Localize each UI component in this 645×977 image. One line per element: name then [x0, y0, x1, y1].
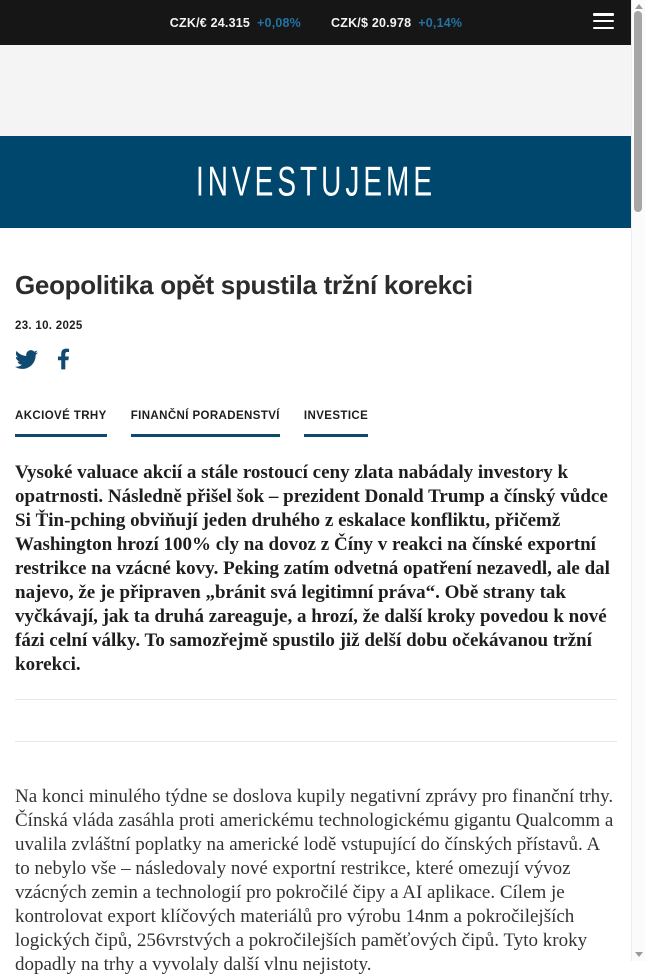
top-bar — [0, 0, 632, 45]
twitter-icon[interactable] — [15, 348, 38, 371]
tag-financni-poradenstvi[interactable]: FINANČNÍ PORADENSTVÍ — [131, 410, 280, 437]
rate-pair: CZK/$ — [331, 15, 369, 30]
rate-pair: CZK/€ — [169, 15, 207, 30]
vertical-scrollbar[interactable] — [631, 0, 645, 961]
rate-czk-eur — [170, 16, 301, 30]
scroll-down-arrow-icon[interactable] — [635, 952, 643, 957]
category-tags — [15, 410, 617, 437]
divider — [15, 741, 617, 742]
scroll-up-arrow-icon[interactable] — [635, 4, 643, 9]
ad-placeholder — [0, 45, 632, 136]
article-content — [0, 268, 632, 977]
social-share-row — [15, 348, 617, 370]
tag-investice[interactable]: INVESTICE — [304, 410, 368, 437]
rate-czk-usd — [331, 16, 462, 30]
rate-change: +0,14% — [418, 15, 463, 30]
rate-change: +0,08% — [257, 15, 301, 30]
rate-value: 20.978 — [371, 15, 412, 30]
site-logo[interactable]: INVESTUJEME — [195, 158, 437, 205]
masthead — [0, 136, 632, 228]
currency-ticker — [170, 16, 462, 30]
scrollbar-thumb[interactable] — [634, 11, 642, 212]
tag-akciove-trhy[interactable]: AKCIOVÉ TRHY — [15, 410, 107, 437]
facebook-icon[interactable] — [57, 348, 70, 370]
article-date: 23. 10. 2025 — [15, 320, 83, 332]
body-paragraph: Na konci minulého týdne se doslova kupily negativní zprávy pro finanční trhy. Čínská vláda zasáhla proti americkému technologickému gigantu Qualcomm a uvalila zvláštní poplatky na americké lodě vstupující do čínských přístavů. A to nebylo vše – následovaly nové exportní restrikce, které omezují vývoz vzácných zemin a technologií pro pokročilé čipy a AI aplikace. Cílem je kontrolovat export klíčových materiálů pro výrobu 14nm a pokročilejších logických čipů, 256vrstvých a pokročilejších paměťových čipů. Tyto kroky dopadly na trhy a vyvolaly další vlnu nejistoty. — [15, 786, 614, 975]
rate-value: 24.315 — [210, 15, 251, 30]
divider — [15, 699, 617, 700]
lead-paragraph: Vysoké valuace akcií a stále rostoucí ceny zlata nabádaly investory k opatrnosti. Následně přišel šok – prezident Donald Trump a čínský vůdce Si Ťin-pching obviňují jeden druhého z eskalace konfliktu, přičemž Washington hrozí 100% cly na dovoz z Číny v reakci na čínské exportní restrikce na vzácné kovy. Peking zatím odvetná opatření nezavedl, ale dal najevo, že je připraven „bránit svá legitimní práva“. Obě strany tak vyčkávají, jak ta druhá zareaguje, a hrozí, že další kroky povedou k nové fázi celní války. To samozřejmě spustilo již delší dobu očekávanou tržní korekci. — [15, 462, 610, 675]
hamburger-menu-icon[interactable] — [593, 13, 614, 31]
page-title: Geopolitika opět spustila tržní korekci — [15, 270, 473, 300]
